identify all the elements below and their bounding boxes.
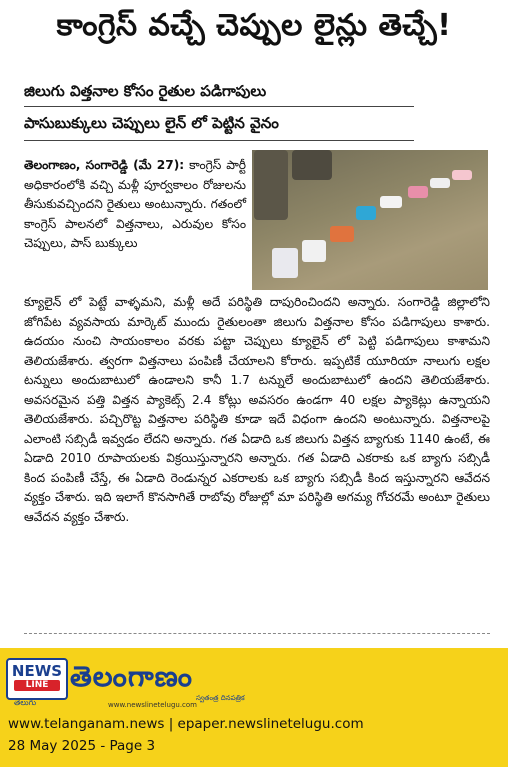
article-lead — [24, 156, 246, 254]
dateline: తెలంగాణం, సంగారెడ్డి (మే 27): — [24, 158, 185, 172]
photo-person — [292, 150, 332, 180]
footer — [0, 648, 508, 767]
divider — [24, 633, 490, 634]
subhead-2: పాసుబుక్కులు చెప్పులు లైన్ లో పెట్టిన వైనం — [24, 114, 279, 132]
logo-tagline: స్వతంత్ర దినపత్రిక — [196, 694, 245, 702]
lead-text: కాంగ్రెస్ పార్టీ అధికారంలోకి వచ్చి మళ్లీ పూర్వకాలం రోజులను తీసుకువచ్చిందని రైతులు అంటున్నారు. గతంలో కాంగ్రెస్ పాలనలో విత్తనాలు, ఎరువుల కోసం చెప్పులు, పాస్ బుక్కులు — [24, 158, 246, 250]
photo-item — [302, 240, 326, 262]
photo-person-legs — [254, 150, 288, 220]
footer-links: www.telanganam.news | epaper.newslinetelugu.com — [8, 716, 364, 732]
photo-item — [330, 226, 354, 242]
logo-url: www.newslinetelugu.com — [108, 701, 197, 709]
article-body: క్యూలైన్ లో పెట్టే వాళ్ళమని, మళ్లీ అదే పరిస్థితి దాపురించిందని అన్నారు. సంగారెడ్డి జిల్లాలోని జోగిపేట వ్యవసాయ మార్కెట్ ముందు రైతులంతా జిలుగు విత్తనాల కోసం పడిగాపులు కాశారు. ఉదయం నుంచి సాయంకాలం వరకు పట్టా చెప్పులు క్యూలైన్ లో పెట్టి పడిగాపులు కాశామని తెలియజేశారు. త్వరగా విత్తనాలు పంపిణీ చేయాలని కోరారు. ఇప్పటికే యూరియా నాలుగు లక్షల టన్నులు అందుబాటులో ఉండాలని కానీ 1.7 టన్నులే అందుబాటులో ఉందని తెలియజేశారు. అవసరమైన పత్తి విత్తన ప్యాకెట్స్ 2.4 కోట్లు అవసరం ఉండగా 40 లక్షల ప్యాకెట్లు ఉన్నాయని తెలియజేశారు. పచ్చిరొట్ట విత్తనాల పరిస్థితి కూడా ఇదే విధంగా ఉందని అంటున్నారు. విత్తనాలపై ఎలాంటి సబ్సిడీ ఇవ్వడం లేదని అన్నారు. గత ఏడాది ఒక జిలుగు విత్తన బ్యాగుకు 1140 ఉంటే, ఈ ఏడాది 2010 రూపాయలకు విక్రయిస్తున్నారని అన్నారు. గత ఏడాది ఎకరాకు ఒక బ్యాగు సబ్సిడీ కింద పంపిణీ చేస్తే, ఈ ఏడాది రెండున్నర ఎకరాలకు ఒక బ్యాగు సబ్సిడీ కింద ఇస్తున్నారని ఆవేదన వ్యక్తం చేశారు. ఇది ఇలాగే కొనసాగితే రాబోవు రోజుల్లో మా పరిస్థితి అగమ్య గోచరమే అంటూ రైతులు ఆవేదన వ్యక్తం చేశారు. — [24, 295, 490, 524]
photo-item — [452, 170, 472, 180]
headline: కాంగ్రెస్ వచ్చే చెప్పుల లైన్లు తెచ్చే! — [56, 8, 452, 43]
subhead-1: జిలుగు విత్తనాల కోసం రైతుల పడిగాపులు — [24, 82, 267, 100]
logo-line-text: LINE — [14, 680, 60, 691]
photo-item — [356, 206, 376, 220]
photo-item — [430, 178, 450, 188]
logo-news-text: NEWS — [11, 662, 63, 680]
logo-telugu-text: తెలుగు — [14, 698, 37, 707]
footer-date-page: 28 May 2025 - Page 3 — [8, 738, 156, 754]
photo-item — [408, 186, 428, 198]
newsline-logo — [6, 658, 68, 700]
photo-item — [380, 196, 402, 208]
photo-item — [272, 248, 298, 278]
subhead-2-underline — [24, 140, 414, 141]
subhead-1-underline — [24, 106, 414, 107]
telanganam-logo: తెలంగాణం — [70, 660, 193, 693]
news-photo — [252, 150, 488, 290]
